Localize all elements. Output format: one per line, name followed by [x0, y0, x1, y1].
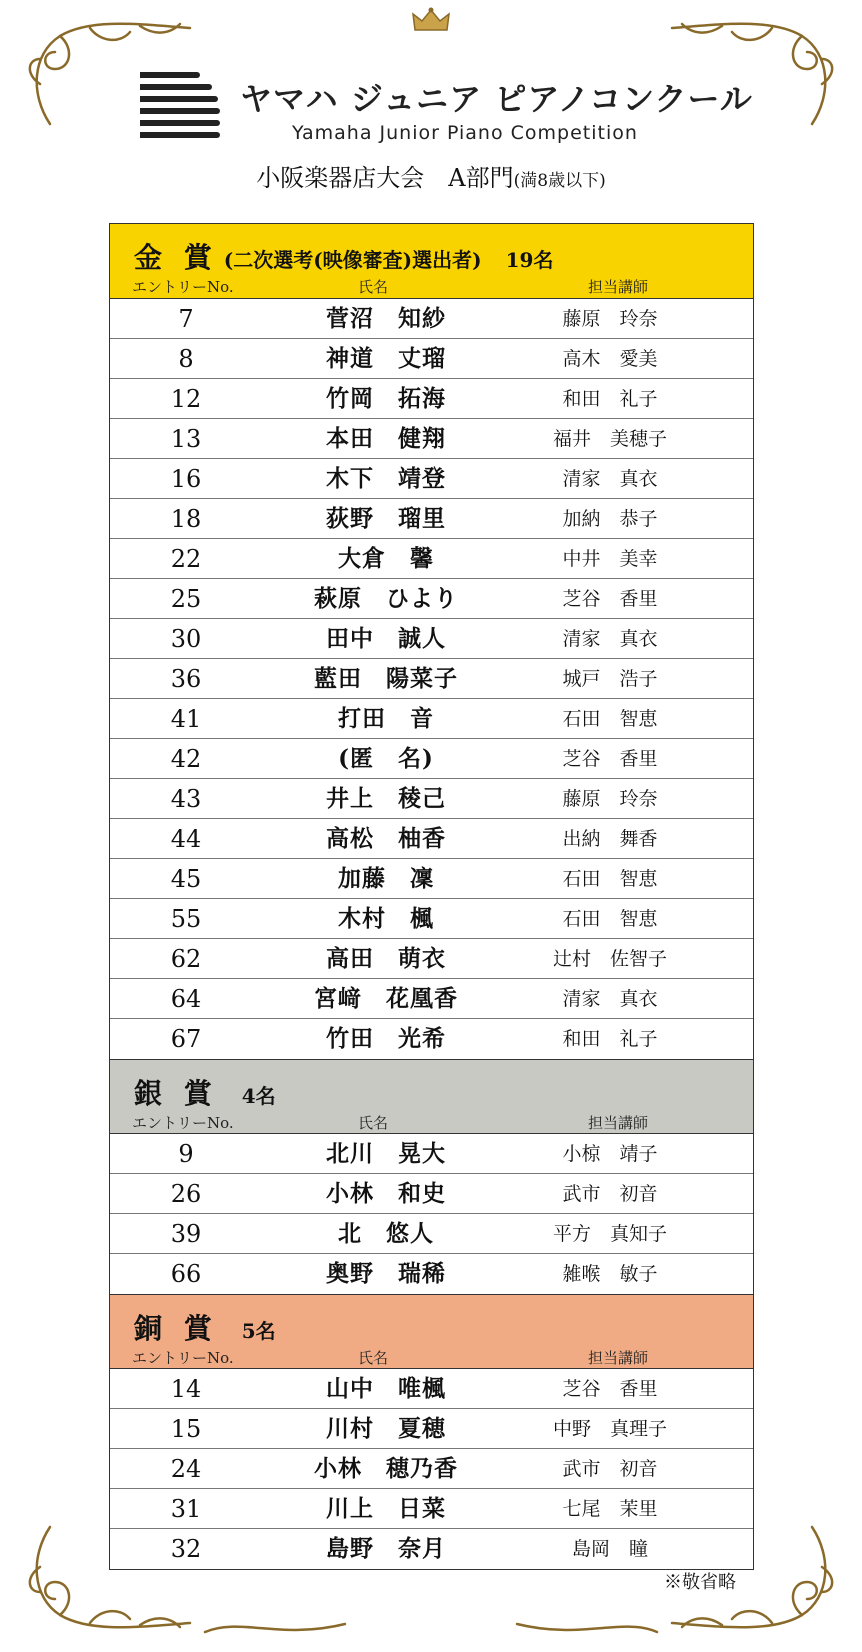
participant-name: 島野 奈月 [326, 1535, 446, 1562]
table-row [110, 1369, 753, 1409]
table-row [110, 1529, 753, 1569]
participant-name: 高田 萌衣 [326, 945, 446, 972]
table-row [110, 739, 753, 779]
participant-name: 菅沼 知紗 [326, 305, 446, 332]
table-row [110, 379, 753, 419]
entry-number: 41 [170, 705, 202, 733]
logo-title-en: Yamaha Junior Piano Competition [292, 122, 638, 144]
participant-name: 打田 音 [338, 705, 434, 732]
teacher-name: 清家 真衣 [562, 628, 658, 650]
teacher-name: 藤原 玲奈 [562, 788, 658, 810]
teacher-name: 城戸 浩子 [562, 668, 658, 690]
competition-logo [140, 70, 753, 145]
table-row [110, 499, 753, 539]
table-row [110, 1449, 753, 1489]
teacher-name: 石田 智恵 [562, 708, 658, 730]
entry-number: 31 [170, 1495, 202, 1523]
entry-number: 67 [170, 1025, 202, 1053]
participant-name: 木村 楓 [338, 905, 434, 932]
yamaha-logo-icon [140, 70, 222, 142]
subtitle-small: (満8歳以下) [513, 171, 606, 191]
column-label-entry: エントリーNo. [132, 278, 234, 296]
award-note: (二次選考(映像審査)選出者) [223, 248, 482, 272]
teacher-name: 加納 恭子 [562, 508, 658, 530]
table-row [110, 579, 753, 619]
crown-icon [411, 6, 451, 34]
entry-number: 55 [170, 905, 202, 933]
participant-name: 木下 靖登 [326, 465, 446, 492]
table-row [110, 419, 753, 459]
column-label-teacher: 担当講師 [588, 1349, 649, 1367]
participant-name: 藍田 陽菜子 [314, 665, 458, 692]
table-row [110, 899, 753, 939]
teacher-name: 武市 初音 [562, 1183, 658, 1205]
teacher-name: 清家 真衣 [562, 988, 658, 1010]
participant-name: 北川 晃大 [326, 1140, 446, 1167]
entry-number: 32 [170, 1535, 202, 1563]
participant-name: 本田 健翔 [326, 425, 446, 452]
entry-number: 43 [170, 785, 202, 813]
entry-number: 45 [170, 865, 202, 893]
column-label-name: 氏名 [358, 1114, 389, 1132]
teacher-name: 中野 真理子 [552, 1418, 667, 1440]
teacher-name: 雑喉 敏子 [562, 1263, 658, 1285]
participant-name: 萩原 ひより [314, 585, 458, 612]
entry-number: 25 [170, 585, 202, 613]
award-name: 銀 賞 [134, 1077, 218, 1110]
participant-name: 小林 和史 [326, 1180, 446, 1207]
entry-number: 30 [170, 625, 202, 653]
participant-name: 大倉 馨 [338, 545, 434, 572]
silver-award-rows [110, 1134, 753, 1294]
teacher-name: 島岡 瞳 [571, 1538, 648, 1560]
table-row [110, 779, 753, 819]
subtitle-main: 小阪楽器店大会 A部門 [256, 164, 514, 192]
logo-title-jp: ヤマハ ジュニア ピアノコンクール [240, 80, 753, 118]
entry-number: 9 [178, 1140, 194, 1168]
entry-number: 36 [170, 665, 202, 693]
page-subtitle [0, 158, 862, 193]
gold-award-header [110, 224, 753, 299]
entry-number: 24 [170, 1455, 202, 1483]
teacher-name: 福井 美穂子 [552, 428, 667, 450]
participant-name: 奥野 瑞稀 [326, 1260, 446, 1287]
teacher-name: 清家 真衣 [562, 468, 658, 490]
table-row [110, 659, 753, 699]
participant-name: 竹岡 拓海 [326, 385, 446, 412]
teacher-name: 和田 礼子 [562, 388, 658, 410]
entry-number: 12 [170, 385, 202, 413]
teacher-name: 高木 愛美 [562, 348, 658, 370]
entry-number: 15 [170, 1415, 202, 1443]
table-row [110, 699, 753, 739]
award-title [134, 1072, 276, 1112]
entry-number: 66 [170, 1260, 202, 1288]
participant-name: 田中 誠人 [326, 625, 446, 652]
award-count: 19名 [505, 248, 554, 272]
entry-number: 22 [170, 545, 202, 573]
participant-name: 小林 穂乃香 [314, 1455, 458, 1482]
gold-award-rows [110, 299, 753, 1059]
entry-number: 13 [170, 425, 202, 453]
teacher-name: 芝谷 香里 [562, 1378, 658, 1400]
bronze-award-header [110, 1294, 753, 1369]
teacher-name: 辻村 佐智子 [552, 948, 667, 970]
entry-number: 18 [170, 505, 202, 533]
teacher-name: 石田 智恵 [562, 908, 658, 930]
ornament-bottom-center-right [512, 1612, 662, 1642]
participant-name: (匿 名) [338, 745, 434, 772]
table-row [110, 539, 753, 579]
award-title [134, 236, 553, 276]
table-row [110, 859, 753, 899]
teacher-name: 石田 智恵 [562, 868, 658, 890]
bronze-award-rows [110, 1369, 753, 1569]
entry-number: 44 [170, 825, 202, 853]
award-count: 5名 [241, 1319, 276, 1343]
award-name: 金 賞 [134, 241, 218, 274]
table-row [110, 299, 753, 339]
teacher-name: 藤原 玲奈 [562, 308, 658, 330]
participant-name: 北 悠人 [338, 1220, 434, 1247]
teacher-name: 芝谷 香里 [562, 588, 658, 610]
column-label-name: 氏名 [358, 278, 389, 296]
column-label-teacher: 担当講師 [588, 1114, 649, 1132]
entry-number: 39 [170, 1220, 202, 1248]
entry-number: 14 [170, 1375, 202, 1403]
entry-number: 62 [170, 945, 202, 973]
participant-name: 高松 柚香 [326, 825, 446, 852]
teacher-name: 出納 舞香 [562, 828, 658, 850]
silver-award-header [110, 1059, 753, 1134]
table-row [110, 819, 753, 859]
participant-name: 川村 夏穂 [326, 1415, 446, 1442]
table-row [110, 979, 753, 1019]
table-row [110, 939, 753, 979]
participant-name: 山中 唯楓 [326, 1375, 446, 1402]
table-row [110, 1409, 753, 1449]
entry-number: 16 [170, 465, 202, 493]
table-row [110, 1214, 753, 1254]
teacher-name: 和田 礼子 [562, 1028, 658, 1050]
participant-name: 神道 丈瑠 [326, 345, 446, 372]
table-row [110, 1134, 753, 1174]
table-row [110, 1254, 753, 1294]
table-row [110, 1019, 753, 1059]
teacher-name: 小椋 靖子 [562, 1143, 658, 1165]
entry-number: 8 [178, 345, 194, 373]
results-table [109, 223, 754, 1570]
participant-name: 井上 稜己 [326, 785, 446, 812]
teacher-name: 中井 美幸 [562, 548, 658, 570]
award-title [134, 1307, 276, 1347]
column-label-entry: エントリーNo. [132, 1114, 234, 1132]
footnote: ※敬省略 [664, 1572, 736, 1593]
column-label-entry: エントリーNo. [132, 1349, 234, 1367]
participant-name: 川上 日菜 [326, 1495, 446, 1522]
award-name: 銅 賞 [134, 1312, 218, 1345]
ornament-bottom-center-left [200, 1612, 350, 1642]
teacher-name: 武市 初音 [562, 1458, 658, 1480]
column-label-teacher: 担当講師 [588, 278, 649, 296]
column-label-name: 氏名 [358, 1349, 389, 1367]
participant-name: 竹田 光希 [326, 1025, 446, 1052]
participant-name: 荻野 瑠里 [326, 505, 446, 532]
table-row [110, 1489, 753, 1529]
entry-number: 42 [170, 745, 202, 773]
participant-name: 加藤 凜 [338, 865, 434, 892]
entry-number: 26 [170, 1180, 202, 1208]
award-count: 4名 [241, 1084, 276, 1108]
entry-number: 7 [178, 305, 194, 333]
table-row [110, 619, 753, 659]
entry-number: 64 [170, 985, 202, 1013]
teacher-name: 平方 真知子 [552, 1223, 667, 1245]
table-row [110, 1174, 753, 1214]
table-row [110, 339, 753, 379]
participant-name: 宮﨑 花凰香 [314, 985, 458, 1012]
teacher-name: 七尾 茉里 [562, 1498, 658, 1520]
table-row [110, 459, 753, 499]
teacher-name: 芝谷 香里 [562, 748, 658, 770]
